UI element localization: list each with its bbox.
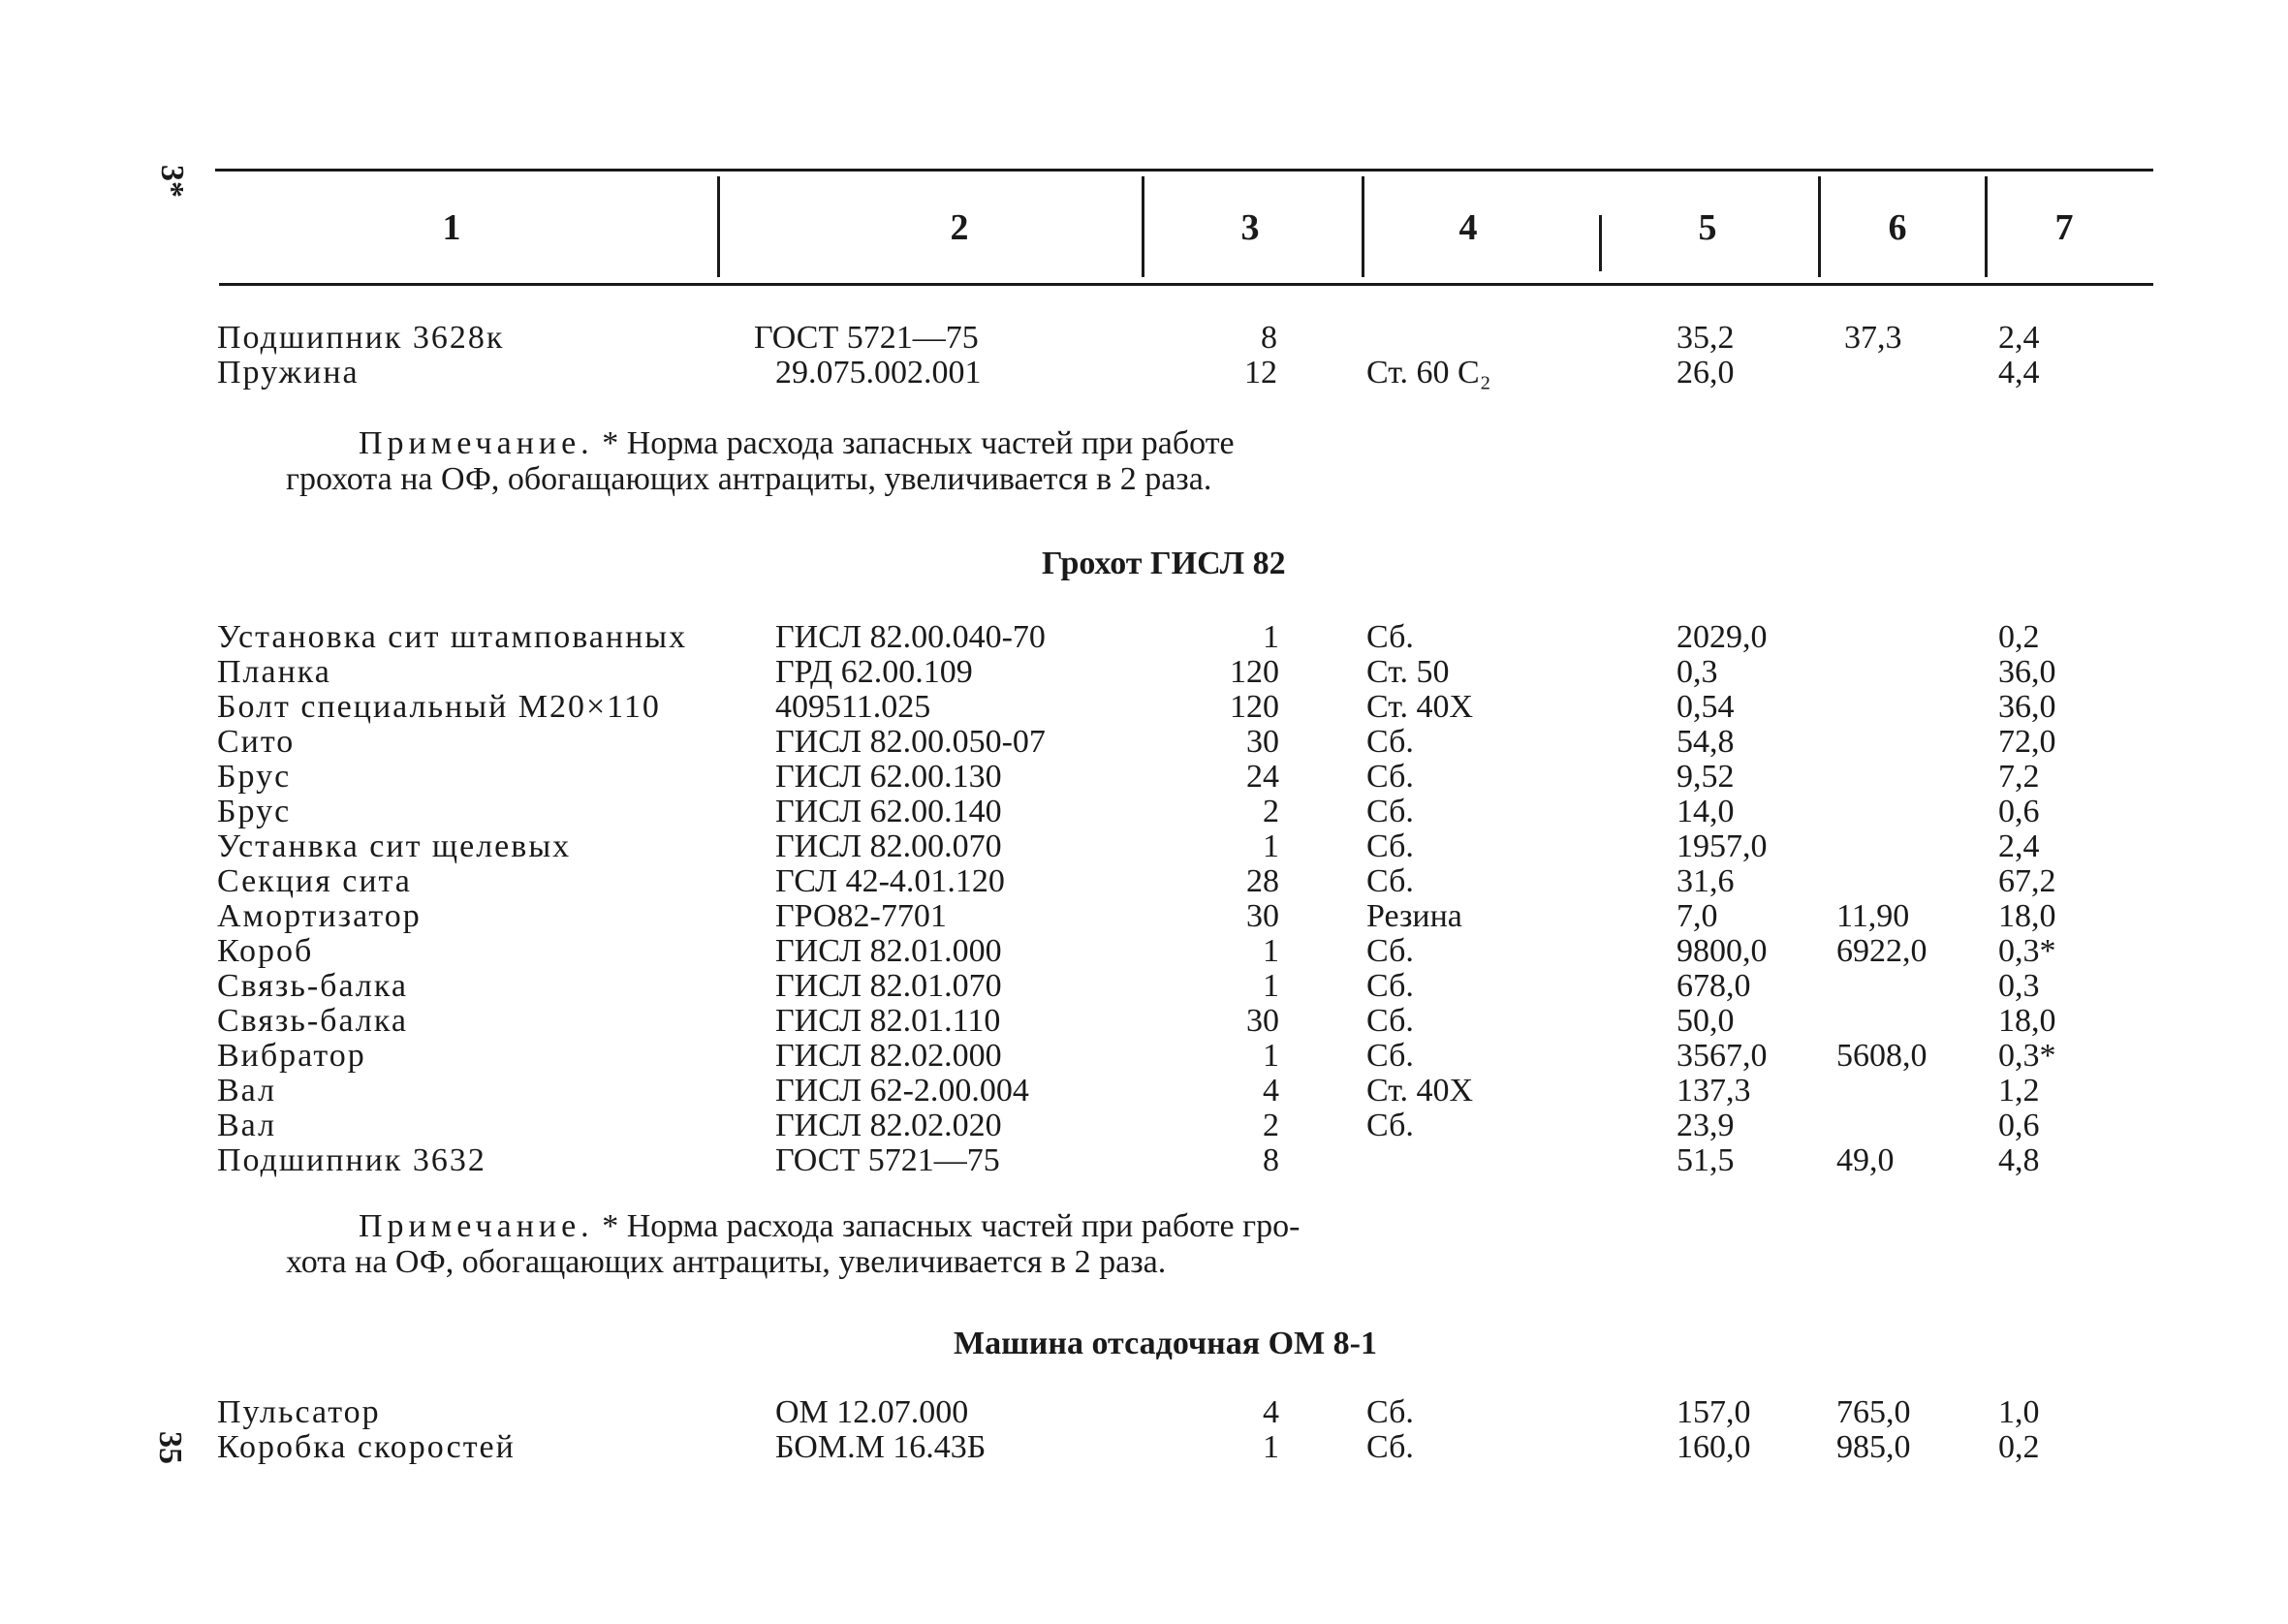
table-row [0,829,2288,864]
item-doc: ГИСЛ 82.01.070 [775,968,1002,1004]
column-header: 4 [1458,207,1478,248]
item-col6: 37,3 [1844,320,1902,356]
item-col7: 7,2 [1998,759,2040,795]
item-doc: БОМ.М 16.43Б [775,1429,987,1465]
item-col5: 9800,0 [1677,933,1768,969]
item-name: Коробка скоростей [217,1429,516,1465]
item-doc: ГРО82-7701 [775,898,947,934]
item-qty: 1 [1263,619,1279,655]
item-material: Сб. [1366,759,1414,795]
item-doc: ГИСЛ 62.00.130 [775,759,1002,795]
item-doc: ГОСТ 5721—75 [775,1142,1000,1178]
item-col5: 9,52 [1677,759,1735,795]
item-col5: 0,3 [1677,654,1718,690]
column-header: 6 [1888,207,1907,248]
table-row [0,1039,2288,1074]
item-qty: 24 [1246,759,1279,795]
section-title: Машина отсадочная ОМ 8-1 [954,1326,1377,1361]
item-col7: 36,0 [1998,654,2056,690]
column-header: 1 [442,207,461,248]
table-row [0,795,2288,829]
header-bottom-rule [219,283,2153,286]
item-material: Резина [1366,898,1462,934]
table-row [0,1395,2288,1430]
note: хота на ОФ, обогащающих антрациты, увеличивается в 2 раза. [286,1244,1167,1280]
item-col7: 0,6 [1998,794,2040,829]
item-col7: 4,8 [1998,1142,2040,1178]
item-col7: 2,4 [1998,320,2040,356]
item-doc: ГИСЛ 62-2.00.004 [775,1073,1029,1109]
header-divider [1362,176,1364,277]
item-col5: 160,0 [1677,1429,1751,1465]
item-col7: 67,2 [1998,863,2056,899]
item-doc: ГИСЛ 82.02.000 [775,1038,1002,1074]
table-row [0,690,2288,725]
header-divider [1142,176,1144,277]
table-row [0,655,2288,690]
table-row [0,1430,2288,1465]
item-col5: 137,3 [1677,1073,1751,1109]
item-col5: 51,5 [1677,1142,1735,1178]
item-material: Сб. [1366,828,1414,864]
item-doc: 29.075.002.001 [775,355,982,390]
item-qty: 12 [1244,355,1277,390]
item-name: Планка [217,654,331,690]
item-col5: 1957,0 [1677,828,1768,864]
item-doc: ГСЛ 42-4.01.120 [775,863,1005,899]
item-col7: 0,2 [1998,1429,2040,1465]
table-row [0,899,2288,934]
column-header: 5 [1698,207,1717,248]
item-qty: 28 [1246,863,1279,899]
item-col5: 50,0 [1677,1003,1735,1039]
item-col5: 678,0 [1677,968,1751,1004]
item-name: Амортизатор [217,898,422,934]
item-qty: 120 [1230,689,1279,725]
note-lead: Примечание. [359,1208,594,1244]
item-qty: 1 [1263,1429,1279,1465]
item-material: Ст. 40Х [1366,689,1474,725]
item-qty: 1 [1263,933,1279,969]
table-row [0,620,2288,655]
header-top-rule [215,169,2153,172]
item-doc: ГИСЛ 82.01.000 [775,933,1002,969]
item-material: Сб. [1366,863,1414,899]
table-row [0,934,2288,969]
item-col5: 14,0 [1677,794,1735,829]
table-row [0,725,2288,760]
item-name: Пульсатор [217,1394,381,1430]
item-col7: 0,6 [1998,1108,2040,1143]
item-doc: ГИСЛ 82.01.110 [775,1003,1001,1039]
item-name: Болт специальный М20×110 [217,689,661,725]
item-qty: 8 [1261,320,1277,356]
note-text: * Норма расхода запасных частей при работе гро- [593,1208,1301,1244]
item-col7: 36,0 [1998,689,2056,725]
table-row [0,1143,2288,1178]
note [359,426,1235,461]
item-doc: ОМ 12.07.000 [775,1394,969,1430]
item-col5: 23,9 [1677,1108,1735,1143]
item-material: Сб. [1366,1038,1414,1074]
item-name: Подшипник 3628к [217,320,505,356]
item-col5: 26,0 [1677,355,1735,390]
item-col7: 72,0 [1998,724,2056,760]
item-name: Сито [217,724,296,760]
item-qty: 2 [1263,1108,1279,1143]
margin-mark: 3* [154,165,190,198]
item-col6: 49,0 [1836,1142,1895,1178]
item-qty: 1 [1263,1038,1279,1074]
item-qty: 4 [1263,1394,1279,1430]
item-doc: ГРД 62.00.109 [775,654,973,690]
item-col7: 1,0 [1998,1394,2040,1430]
item-material: Сб. [1366,619,1414,655]
note [359,1209,1300,1244]
item-col5: 31,6 [1677,863,1735,899]
item-col6: 985,0 [1836,1429,1911,1465]
item-col6: 11,90 [1836,898,1910,934]
item-doc: 409511.025 [775,689,931,725]
item-material: Сб. [1366,794,1414,829]
item-col7: 4,4 [1998,355,2040,390]
item-doc: ГИСЛ 82.00.070 [775,828,1002,864]
item-doc: ГИСЛ 82.02.020 [775,1108,1002,1143]
item-col7: 0,2 [1998,619,2040,655]
item-name: Брус [217,759,292,795]
item-col6: 6922,0 [1836,933,1928,969]
item-name: Вибратор [217,1038,366,1074]
item-doc: ГИСЛ 62.00.140 [775,794,1002,829]
item-col5: 157,0 [1677,1394,1751,1430]
header-divider [1985,176,1988,277]
column-header: 3 [1240,207,1260,248]
item-name: Вал [217,1073,277,1109]
item-material: Ст. 50 [1366,654,1450,690]
header-divider [1599,215,1602,271]
item-doc: ГИСЛ 82.00.050-07 [775,724,1046,760]
item-col7: 18,0 [1998,898,2056,934]
item-col5: 54,8 [1677,724,1735,760]
table-row [0,321,2288,356]
item-material: Сб. [1366,1429,1414,1465]
item-col7: 18,0 [1998,1003,2056,1039]
item-qty: 1 [1263,828,1279,864]
item-col5: 35,2 [1677,320,1735,356]
table-row [0,1074,2288,1109]
header-divider [717,176,720,277]
column-header: 2 [950,207,969,248]
item-col6: 765,0 [1836,1394,1911,1430]
item-col7: 1,2 [1998,1073,2040,1109]
item-name: Связь-балка [217,1003,408,1039]
item-col5: 3567,0 [1677,1038,1768,1074]
header-divider [1818,176,1821,277]
table-row [0,1109,2288,1143]
item-name: Вал [217,1108,277,1143]
item-col7: 0,3 [1998,968,2040,1004]
item-material: Сб. [1366,933,1414,969]
item-col5: 2029,0 [1677,619,1768,655]
item-material: Сб. [1366,1003,1414,1039]
item-name: Подшипник 3632 [217,1142,486,1178]
item-material: Сб. [1366,968,1414,1004]
item-col7: 2,4 [1998,828,2040,864]
table-row [0,864,2288,899]
item-material: Ст. 40Х [1366,1073,1474,1109]
item-name: Устанвка сит щелевых [217,828,572,864]
item-doc: ГИСЛ 82.00.040-70 [775,619,1046,655]
item-name: Короб [217,933,314,969]
item-name: Брус [217,794,292,829]
page-number: 35 [152,1431,188,1464]
item-qty: 30 [1246,898,1279,934]
item-col5: 0,54 [1677,689,1735,725]
item-material: Сб. [1366,724,1414,760]
item-material: Сб. [1366,1394,1414,1430]
table-row [0,1004,2288,1039]
column-header: 7 [2054,207,2074,248]
item-qty: 2 [1263,794,1279,829]
table-row [0,969,2288,1004]
item-qty: 8 [1263,1142,1279,1178]
item-name: Связь-балка [217,968,408,1004]
table-row [0,760,2288,795]
section-title: Грохот ГИСЛ 82 [1042,546,1286,581]
item-name: Установка сит штампованных [217,619,688,655]
item-name: Пружина [217,355,360,390]
item-col5: 7,0 [1677,898,1718,934]
item-qty: 4 [1263,1073,1279,1109]
item-material: Ст. 60 С₂ [1366,355,1491,390]
item-col6: 5608,0 [1836,1038,1928,1074]
item-doc: ГОСТ 5721—75 [754,320,979,356]
note-lead: Примечание. [359,425,594,461]
item-qty: 30 [1246,724,1279,760]
item-col7: 0,3* [1998,933,2056,969]
item-col7: 0,3* [1998,1038,2056,1074]
item-material: Сб. [1366,1108,1414,1143]
item-qty: 30 [1246,1003,1279,1039]
note-text: * Норма расхода запасных частей при работе [593,425,1235,461]
item-qty: 1 [1263,968,1279,1004]
table-row [0,356,2288,390]
item-name: Секция сита [217,863,412,899]
item-qty: 120 [1230,654,1279,690]
note: грохота на ОФ, обогащающих антрациты, увеличивается в 2 раза. [286,461,1212,497]
